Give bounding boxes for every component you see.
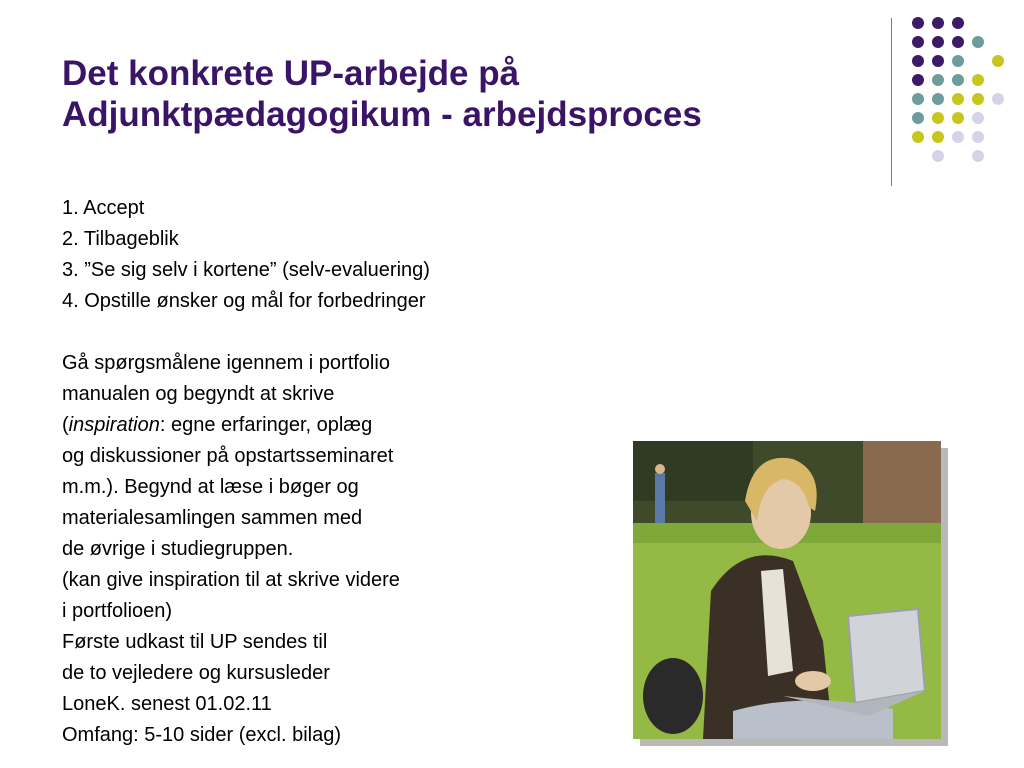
inspiration-emphasis: inspiration [68,414,160,436]
open-paren: ( [62,414,69,436]
photo-bag [643,658,703,734]
paragraph-line: materialesamlingen sammen med [62,507,363,529]
slide-body [62,193,582,751]
paragraph-line: de to vejledere og kursusleder [62,662,330,684]
paragraph-line: LoneK. senest 01.02.11 [62,693,272,715]
decor-dot [992,93,1004,105]
photo-laptop-screen [848,609,925,703]
photo-illustration [633,441,941,739]
step-1: 1. Accept [62,197,145,219]
decor-dot [932,55,944,67]
decor-dot [952,112,964,124]
decor-dot [932,131,944,143]
decor-dot [952,93,964,105]
decor-dot [932,36,944,48]
decor-dot [972,131,984,143]
decor-dot [952,36,964,48]
decor-dot [912,74,924,86]
decor-dot [952,17,964,29]
decor-dot [932,74,944,86]
decorative-dot-grid [0,0,1024,200]
decor-dot [932,150,944,162]
slide-title-line-1: Det konkrete UP-arbejde på [62,54,520,93]
decor-dot [912,93,924,105]
paragraph-line: og diskussioner på opstartsseminaret [62,445,394,467]
paragraph-line: manualen og begyndt at skrive [62,383,335,405]
paragraph-line: (kan give inspiration til at skrive videre [62,569,400,591]
paragraph-line: de øvrige i studiegruppen. [62,538,294,560]
slide-title-line-2: Adjunktpædagogikum - arbejdsproces [62,95,702,134]
paragraph-line [62,410,582,441]
step-2: 2. Tilbageblik [62,228,179,250]
photo-hand [795,671,831,691]
paragraph-line: m.m.). Begynd at læse i bøger og [62,476,359,498]
decor-dot [912,36,924,48]
photo-background-person-head [655,464,665,474]
step-3: 3. ”Se sig selv i kortene” (selv-evaluering) [62,259,430,281]
decor-dot [912,55,924,67]
decor-dot [912,112,924,124]
photo-building [863,441,941,531]
decor-dot [952,55,964,67]
decor-dot [972,112,984,124]
decor-dot [932,17,944,29]
blank-line [62,317,582,348]
decor-dot [912,131,924,143]
decor-dot [932,112,944,124]
paragraph-line: Omfang: 5-10 sider (excl. bilag) [62,724,342,746]
decor-dot [972,74,984,86]
paragraph-line: i portfolioen) [62,600,173,622]
decor-dot [972,93,984,105]
decor-dot [912,17,924,29]
decor-dot [952,131,964,143]
student-laptop-photo [633,441,941,739]
photo-foliage [633,441,753,501]
photo-background-person [655,473,665,523]
paragraph-line: Første udkast til UP sendes til [62,631,328,653]
paragraph-text: : egne erfaringer, oplæg [159,414,373,436]
decor-dot [972,36,984,48]
decor-dot [952,74,964,86]
paragraph-line: Gå spørgsmålene igennem i portfolio [62,352,390,374]
decor-dot [972,150,984,162]
step-4: 4. Opstille ønsker og mål for forbedringer [62,290,426,312]
decor-dot [932,93,944,105]
decor-dot [992,55,1004,67]
